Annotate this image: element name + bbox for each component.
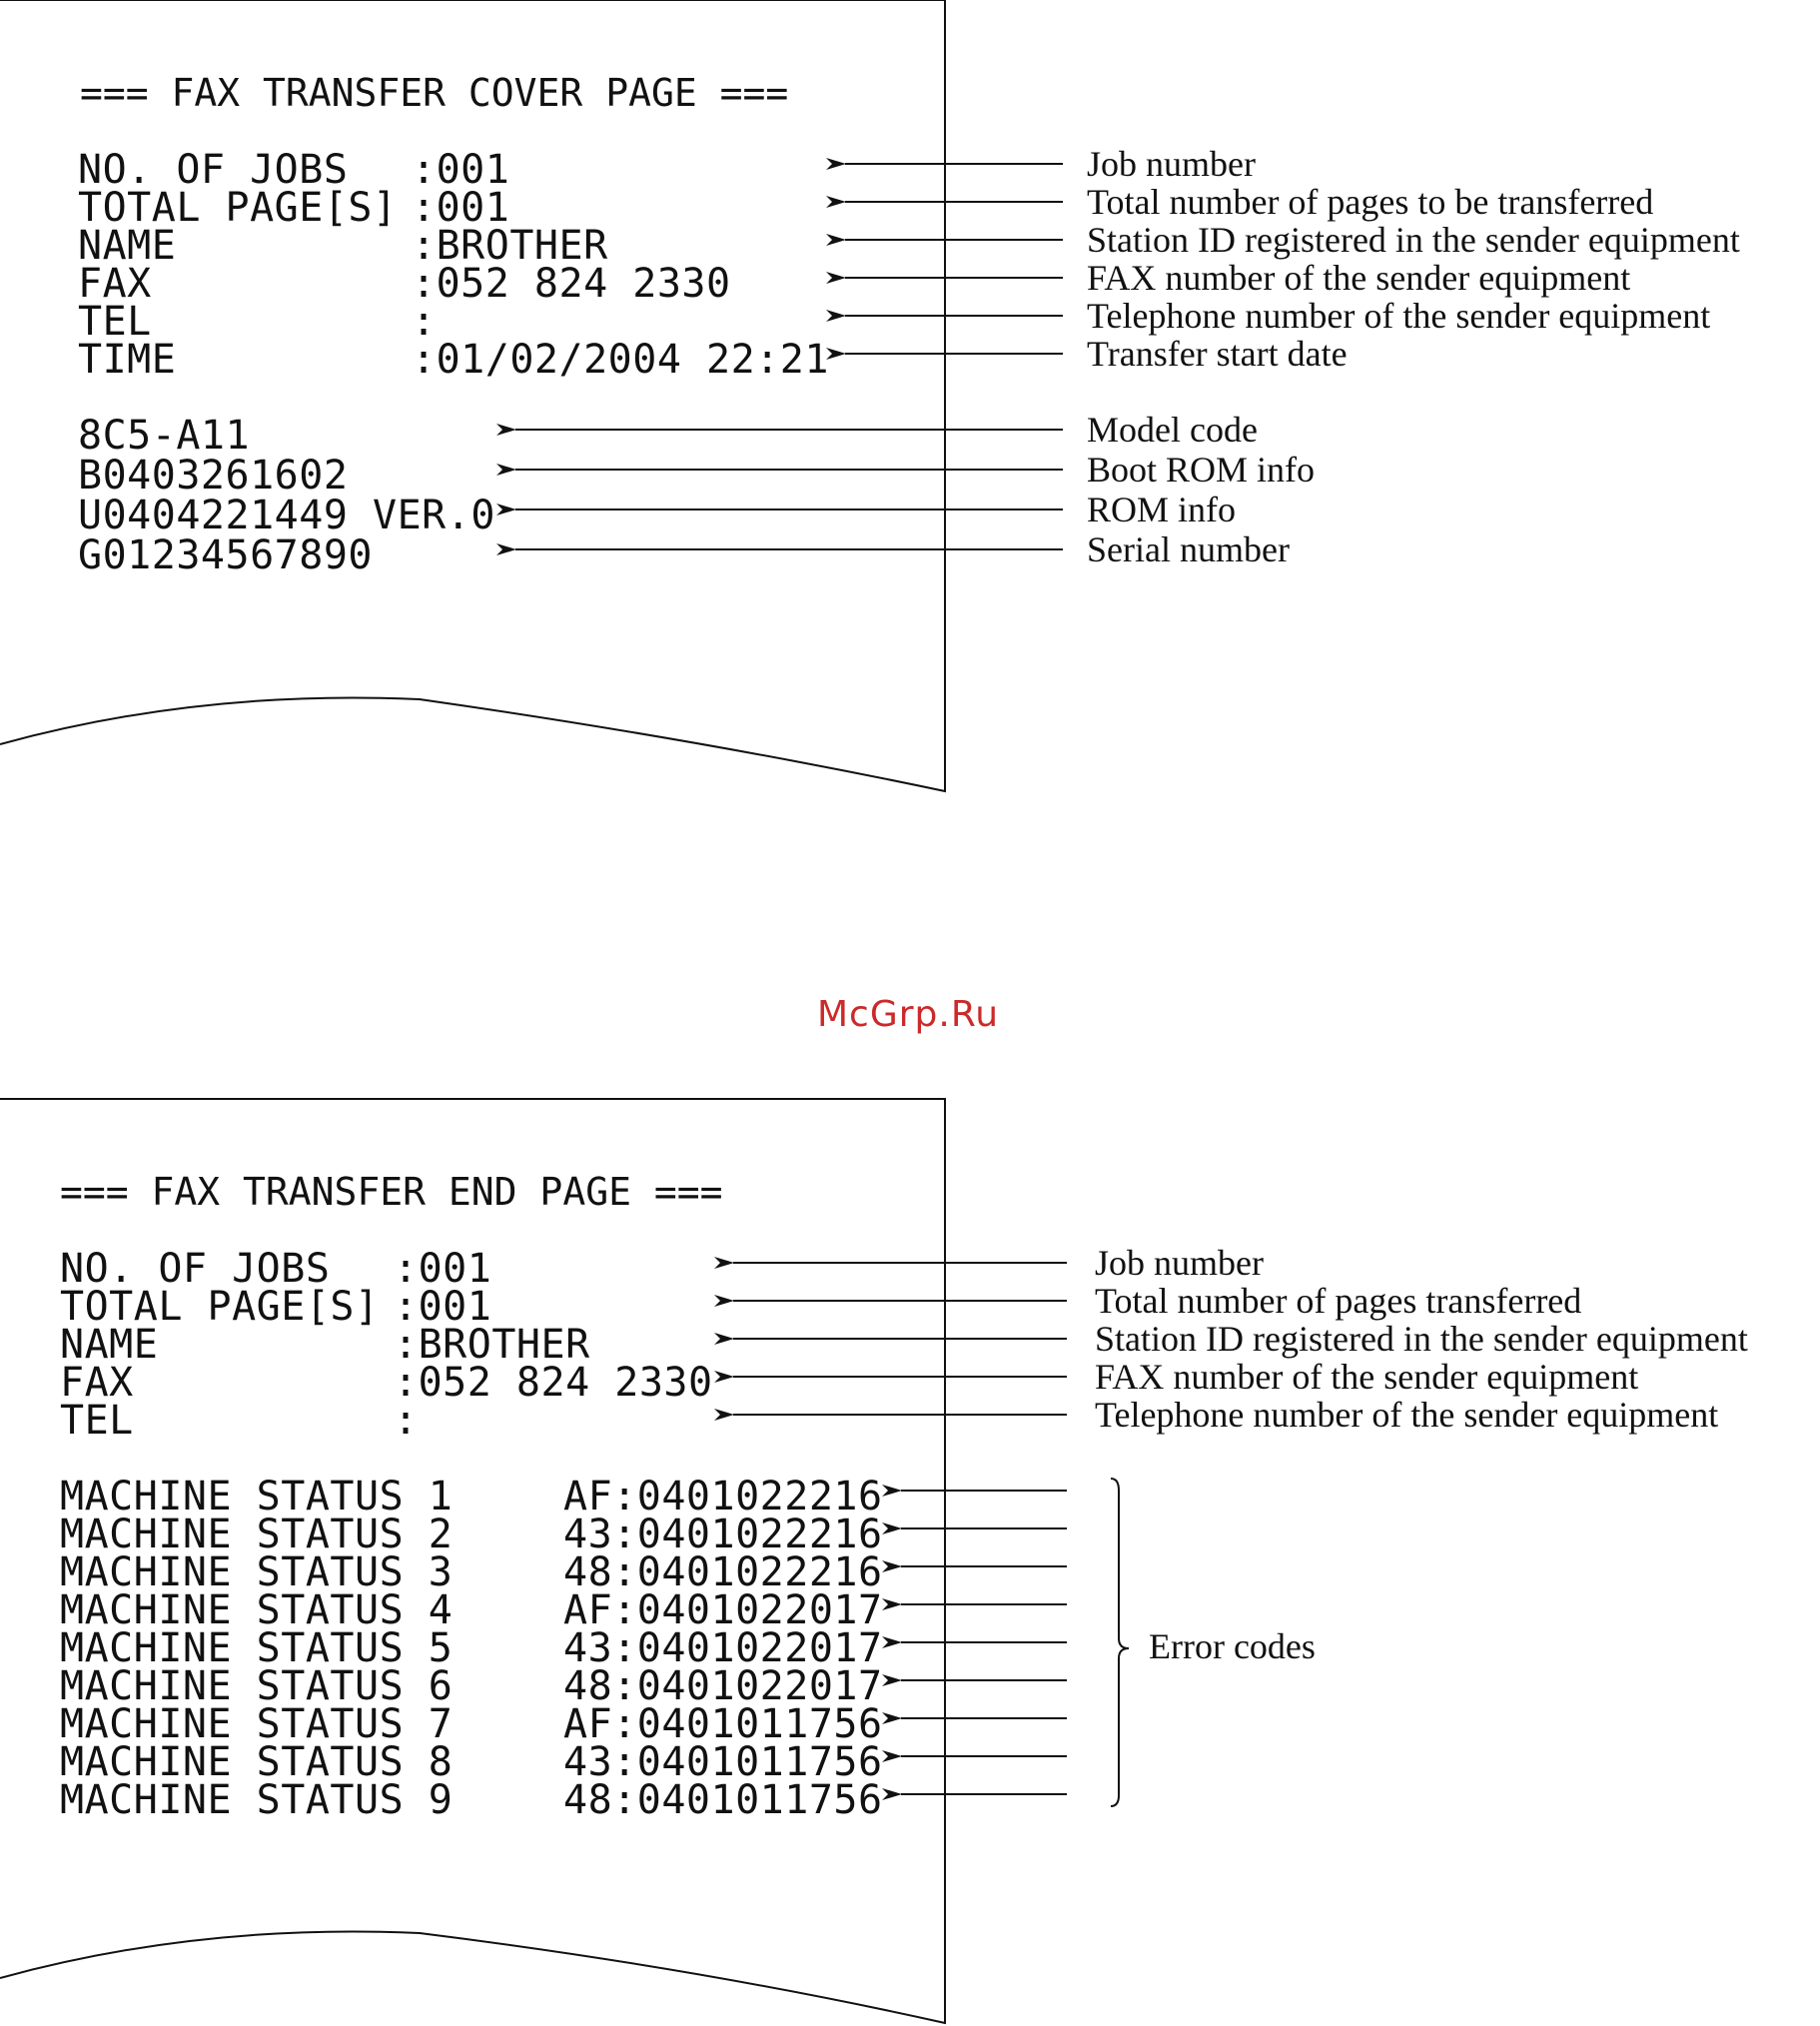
cover-field-annotation: Telephone number of the sender equipment bbox=[1087, 296, 1711, 336]
cover-page-title: === FAX TRANSFER COVER PAGE === bbox=[80, 71, 789, 115]
cover-code-annotation: ROM info bbox=[1087, 490, 1237, 529]
cover-field-label: NAME bbox=[78, 223, 177, 269]
cover-field-label: FAX bbox=[78, 261, 152, 307]
cover-field-value: : bbox=[412, 299, 437, 345]
end-field-value: :052 824 2330 bbox=[394, 1360, 713, 1406]
error-codes-brace bbox=[1111, 1479, 1129, 1806]
machine-status-value: 48:0401011756 bbox=[563, 1777, 883, 1823]
end-field-annotation: Station ID registered in the sender equipment bbox=[1095, 1319, 1748, 1359]
end-field-annotation: FAX number of the sender equipment bbox=[1095, 1357, 1639, 1397]
cover-code-value: 8C5-A11 bbox=[78, 413, 251, 459]
cover-field-value: :BROTHER bbox=[412, 223, 608, 269]
error-codes-annotation: Error codes bbox=[1149, 1626, 1316, 1666]
cover-field-annotation: Job number bbox=[1087, 144, 1256, 184]
end-field-label: TOTAL PAGE[S] bbox=[60, 1284, 380, 1330]
cover-code-annotation: Serial number bbox=[1087, 529, 1290, 569]
machine-status-label: MACHINE STATUS 7 bbox=[60, 1701, 454, 1747]
watermark: McGrp.Ru bbox=[817, 994, 1000, 1035]
cover-field-annotation: Station ID registered in the sender equipment bbox=[1087, 220, 1740, 260]
cover-code-value: G01234567890 bbox=[78, 532, 373, 578]
end-field-value: :001 bbox=[394, 1246, 492, 1292]
cover-field-annotation: Transfer start date bbox=[1087, 334, 1348, 374]
machine-status-value: 43:0401022017 bbox=[563, 1625, 883, 1671]
cover-field-label: TEL bbox=[78, 299, 152, 345]
machine-status-label: MACHINE STATUS 2 bbox=[60, 1512, 454, 1557]
cover-field-value: :052 824 2330 bbox=[412, 261, 731, 307]
cover-field-annotation: FAX number of the sender equipment bbox=[1087, 258, 1631, 298]
cover-field-value: :001 bbox=[412, 185, 510, 231]
cover-code-annotation: Model code bbox=[1087, 410, 1258, 450]
end-page-title: === FAX TRANSFER END PAGE === bbox=[60, 1170, 723, 1214]
cover-field-value: :01/02/2004 22:21 bbox=[412, 337, 829, 383]
machine-status-value: AF:0401022017 bbox=[563, 1587, 883, 1633]
end-field-label: NAME bbox=[60, 1322, 159, 1368]
machine-status-value: AF:0401011756 bbox=[563, 1701, 883, 1747]
cover-code-value: B0403261602 bbox=[78, 453, 349, 499]
machine-status-value: 48:0401022216 bbox=[563, 1549, 883, 1595]
cover-code-value: U0404221449 VER.0 bbox=[78, 493, 495, 538]
machine-status-label: MACHINE STATUS 9 bbox=[60, 1777, 454, 1823]
end-field-value: :BROTHER bbox=[394, 1322, 590, 1368]
end-field-label: FAX bbox=[60, 1360, 134, 1406]
machine-status-value: 48:0401022017 bbox=[563, 1663, 883, 1709]
cover-field-label: TOTAL PAGE[S] bbox=[78, 185, 398, 231]
machine-status-value: AF:0401022216 bbox=[563, 1474, 883, 1520]
end-field-label: NO. OF JOBS bbox=[60, 1246, 331, 1292]
end-field-annotation: Total number of pages transferred bbox=[1095, 1281, 1582, 1321]
machine-status-label: MACHINE STATUS 8 bbox=[60, 1739, 454, 1785]
machine-status-value: 43:0401011756 bbox=[563, 1739, 883, 1785]
machine-status-label: MACHINE STATUS 6 bbox=[60, 1663, 454, 1709]
end-field-label: TEL bbox=[60, 1398, 134, 1444]
machine-status-label: MACHINE STATUS 1 bbox=[60, 1474, 454, 1520]
machine-status-label: MACHINE STATUS 4 bbox=[60, 1587, 454, 1633]
machine-status-label: MACHINE STATUS 5 bbox=[60, 1625, 454, 1671]
end-field-value: :001 bbox=[394, 1284, 492, 1330]
machine-status-value: 43:0401022216 bbox=[563, 1512, 883, 1557]
cover-field-annotation: Total number of pages to be transferred bbox=[1087, 182, 1654, 222]
end-field-value: : bbox=[394, 1398, 419, 1444]
machine-status-label: MACHINE STATUS 3 bbox=[60, 1549, 454, 1595]
cover-field-value: :001 bbox=[412, 147, 510, 193]
end-field-annotation: Telephone number of the sender equipment bbox=[1095, 1395, 1719, 1435]
end-field-annotation: Job number bbox=[1095, 1243, 1264, 1283]
cover-page-paper bbox=[0, 0, 945, 791]
cover-field-label: NO. OF JOBS bbox=[78, 147, 349, 193]
cover-field-label: TIME bbox=[78, 337, 177, 383]
cover-code-annotation: Boot ROM info bbox=[1087, 450, 1316, 490]
